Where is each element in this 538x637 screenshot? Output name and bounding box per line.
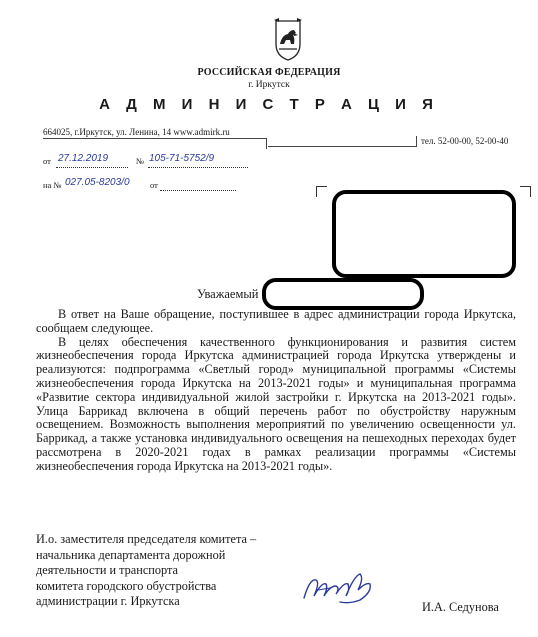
country-title: РОССИЙСКАЯ ФЕДЕРАЦИЯ [197,67,341,78]
number-value: 105-71-5752/9 [149,153,215,164]
reply-underline [160,190,236,191]
greeting: Уважаемый [197,287,259,301]
reply-label: на № [43,180,62,190]
address-line: 664025, г.Иркутск, ул. Ленина, 14 www.admirk.ru [43,127,230,137]
phone-line: тел. 52-00-00, 52-00-40 [421,136,509,146]
signatory-line: администрации г. Иркутска [36,594,180,608]
page-title: А Д М И Н И С Т Р А Ц И Я [99,96,439,113]
header-divider-right [268,146,416,147]
irkutsk-coat-of-arms-icon [270,18,306,62]
signatory-position [36,532,256,610]
signatory-line: начальника департамента дорожной [36,547,226,562]
reply-value: 027.05-8203/0 [65,177,130,188]
redacted-name [262,278,424,310]
city-title: г. Иркутск [248,80,290,90]
signer-name: И.А. Седунова [422,600,499,614]
reply-suffix: от [150,180,158,190]
header-divider-step-right [416,136,417,147]
letter-body [36,308,516,474]
header-divider-left [43,138,266,139]
body-paragraph: В целях обеспечения качественного функционирования и развития систем жизнеобеспечения города Иркутска администрацией города Иркутска утверждены и реализуются: подпрограмма «Светлый город» муниципальной программы «Системы жизнеобеспечения города Иркутска на 2013-2021 годы» и муниципальная программа «Развитие сектора индивидуальной жилой застройки г. Иркутска на 2013-2021 годы». Улица Баррикад включена в общий перечень работ по обустройству наружным освещением. Возможность выполнения мероприятий по увеличению освещенности ул. Баррикад, а также установка индивидуального освещения на пешеходных переходах будет рассмотрена в 2020-2021 годах в рамках реализации программы «Системы жизнеобеспечения города Иркутска на 2013-2021 годы». [36,334,516,473]
signatory-line: И.о. заместителя председателя комитета – [36,532,257,546]
number-label: № [136,156,145,166]
signatory-line: деятельности и транспорта [36,563,178,577]
addressee-corner-tr [520,186,531,197]
date-value: 27.12.2019 [58,153,109,164]
number-underline [148,167,248,168]
date-underline [56,167,128,168]
header-divider-step [266,138,267,149]
addressee-corner-tl [316,186,327,197]
redacted-addressee [332,190,516,278]
body-paragraph: В ответ на Ваше обращение, поступившее в адрес администрации города Иркутска, сообщаем следующее. [36,307,516,335]
signatory-line: комитета городского обустройства [36,578,217,593]
handwritten-signature [300,568,380,608]
date-label: от [43,156,51,166]
